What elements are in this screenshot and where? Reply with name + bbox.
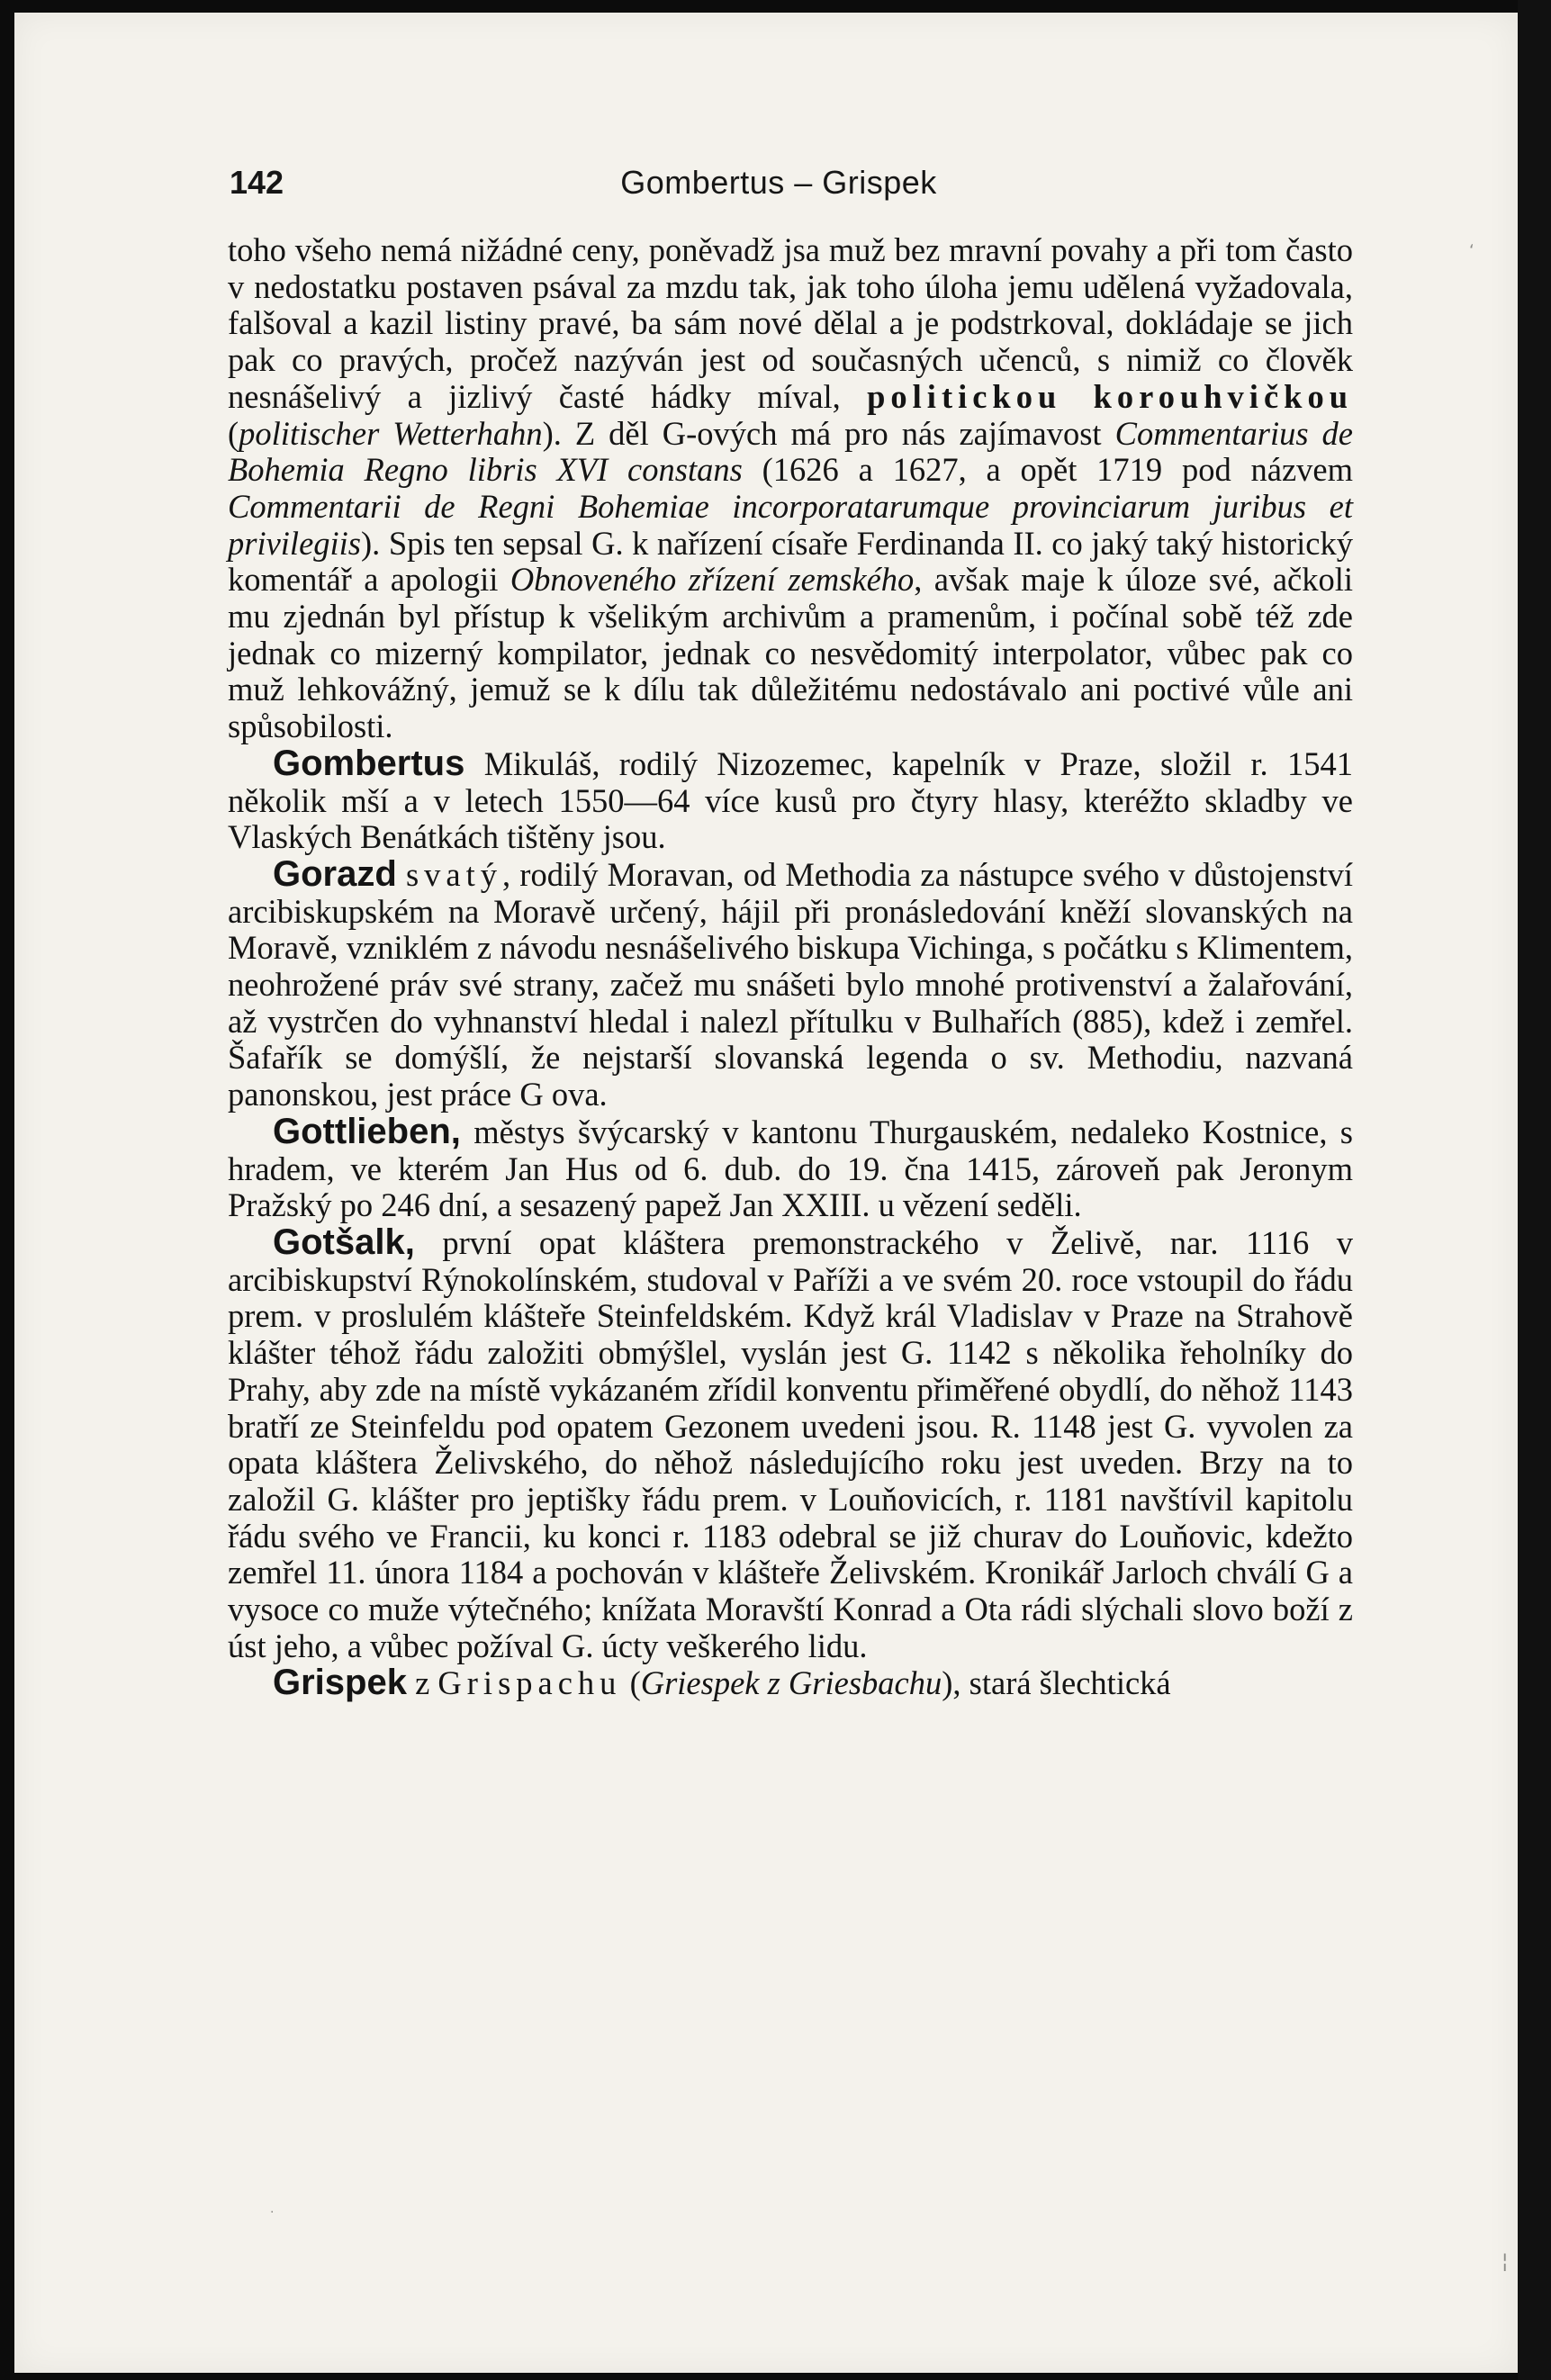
headword: Gotšalk, bbox=[273, 1222, 415, 1262]
headword: Gottlieben, bbox=[273, 1111, 461, 1151]
body-text bbox=[228, 232, 1353, 1702]
entry-grispek bbox=[228, 1664, 1353, 1702]
italic-title: Commentarius de Bohemia Regno libris XVI constans bbox=[228, 414, 1354, 489]
text-run: ( bbox=[629, 1664, 641, 1702]
text-run: ), stará šlechtická bbox=[942, 1664, 1171, 1702]
entry-text: , rodilý Moravan, od Methodia za nástupce svého v důstojenství arcibiskupském na Moravě určený, hájil při pronásledování kněží slovanských na Moravě, vzniklém z návodu nesnášelivého biskupa Vichinga, s počátku s Klimentem, neohrožené práv své strany, začež mu snášeti bylo mnohé protivenství a žalařování, až vystrčen do vyhnanství hledal i nalezl přítulku v Bulhařích (885), kdež i zemřel. Šafařík se domýšlí, že nejstarší slovanská legenda o sv. Methodiu, nazvaná panonskou, jest práce G ova. bbox=[228, 855, 1354, 1113]
entry-text: Mikuláš, rodilý Nizozemec, kapelník v Praze, složil r. 1541 několik mší a v letech 1550—64 více kusů pro čtyry hlasy, kteréžto skladby ve Vlaských Benátkách tištěny jsou. bbox=[228, 744, 1353, 856]
scan-speck: ʻ bbox=[1469, 241, 1474, 260]
text-run: ). Z děl G-ových má pro nás zajímavost bbox=[542, 414, 1102, 452]
entry-text: městys švýcarský v kantonu Thurgauském, nedaleko Kostnice, s hradem, ve kterém Jan Hus od 6. dub. do 19. čna 1415, zároveň pak Jeronym Pražský po 246 dní, a sesazený papež Jan XXIII. u vězení seděli. bbox=[228, 1113, 1353, 1224]
text-run: ( bbox=[228, 414, 239, 452]
scan-edge bbox=[1518, 0, 1551, 2380]
scan-speck: · bbox=[270, 2205, 275, 2220]
italic-title: Commentarii de Regni Bohemiae incorporatarumque provinciarum juribus et privilegiis bbox=[228, 487, 1353, 562]
entry-gombertus bbox=[228, 745, 1353, 856]
entry-gotsalk bbox=[228, 1224, 1353, 1664]
text-run: toho všeho nemá nižádné ceny, poněvadž jsa muž bez mravní povahy a při tom často v nedostatku postaven psával za mzdu tak, jak toho úloha jemu udělená vyžadovala, falšoval a kazil listiny pravé, ba sám nové dělal a je podstrkoval, dokládaje se jich pak co pravých, pročež nazýván jest od současných učenců, s nimiž co člověk nesnášelivý a jizlivý časté hádky míval, bbox=[228, 231, 1353, 415]
headword: Grispek bbox=[273, 1663, 407, 1703]
scan-speck: ¦ bbox=[1501, 2250, 1509, 2273]
italic-title: Obnoveného zřízení zemského bbox=[509, 561, 915, 599]
text-run: ). Spis ten sepsal G. k nařízení císaře Ferdinanda II. co jaký taký historický komentář a apologii bbox=[228, 524, 1353, 599]
entry-gorazd bbox=[228, 853, 1354, 1113]
page-number: 142 bbox=[230, 164, 284, 201]
continued-paragraph bbox=[228, 232, 1353, 745]
spaced-epithet: svatý bbox=[405, 855, 503, 893]
page-header bbox=[225, 162, 1332, 207]
text-run: , avšak maje k úloze své, ačkoli mu zjednán byl přístup k všelikým archivům a pramenům, i počínal sobě též zde jednak co mizerný kompilator, jednak co nesvědomitý interpolator, vůbec pak co muž lehkovážný, jemuž se k dílu tak důležitému nedostávalo ani poctivé vůle ani spůsobilosti. bbox=[228, 561, 1353, 745]
entry-text: první opat kláštera premonstrackého v Želivě, nar. 1116 v arcibiskupství Rýnokolínském, studoval v Paříži a ve svém 20. roce vstoupil do řádu prem. v proslulém klášteře Steinfeldském. Když král Vladislav v Praze na Strahově klášter téhož řádu založiti obmýšlel, vyslán jest G. 1142 s několika řeholníky do Prahy, aby zde na místě vykázaném zřídil konventu přiměřené obydlí, do něhož 1143 bratří ze Steinfeldu pod opatem Gezonem uvedeni jsou. R. 1148 jest G. vyvolen za opata kláštera Želivského, do něhož následujícího roku jest uveden. Brzy na to založil G. klášter pro jeptišky řádu prem. v Louňovicích, r. 1181 navštívil kapitolu řádu svého ve Francii, ku konci r. 1183 odebral se již churav do Louňovic, kdežto zemřel 11. února 1184 a pochován v klášteře Želivském. Kronikář Jarloch chválí G a vysoce co muže výtečného; knížata Moravští Konrad a Ota rádi slýchali slovo boží z úst jeho, a vůbec požíval G. úcty veškerého lidu. bbox=[228, 1223, 1354, 1664]
text-run: (1626 a 1627, a opět 1719 pod názvem bbox=[762, 451, 1354, 489]
headword: Gombertus bbox=[273, 743, 465, 783]
headword: Gorazd bbox=[273, 853, 397, 894]
italic-term: politischer Wetterhahn bbox=[239, 414, 543, 452]
spaced-emphasis: politickou korouhvičkou bbox=[867, 377, 1353, 415]
entry-gottlieben bbox=[228, 1113, 1353, 1224]
text-run: z bbox=[415, 1664, 430, 1702]
italic-name: Griespek z Griesbachu bbox=[640, 1664, 942, 1702]
spaced-name: Grispachu bbox=[437, 1664, 622, 1702]
running-head: Gombertus – Grispek bbox=[620, 164, 937, 201]
